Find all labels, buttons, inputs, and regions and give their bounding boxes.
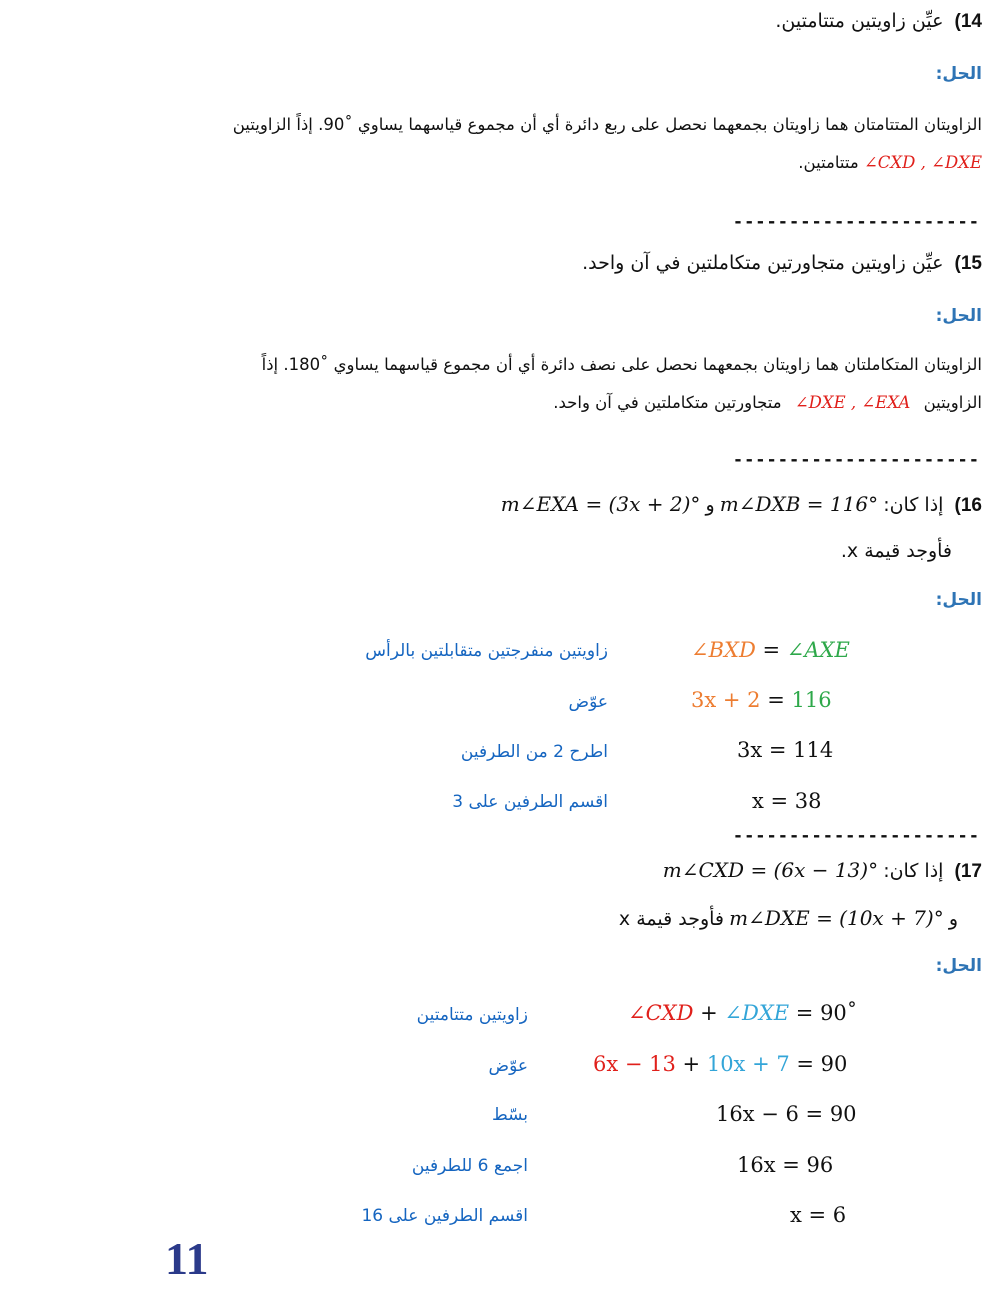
step-comment: عوّض [568,692,608,712]
separator-3: ---------------------- [732,826,980,846]
step-equation: x = 6 [790,1203,847,1227]
if-text: إذا كان: [883,494,944,516]
q17-heading [663,858,982,883]
step-comment: زاويتين متتامتين [416,1005,528,1025]
q14-angles: ∠CXD , ∠DXE [863,153,982,172]
step-equation: 16x = 96 [737,1153,834,1177]
eq-part-a: ∠CXD [628,1001,694,1025]
step-equation [691,688,832,712]
separator-1: ---------------------- [732,212,980,232]
step-comment: زاويتين منفرجتين متقابلتين بالرأس [365,641,608,661]
q14-line2-end: متتامتين. [798,153,859,172]
measure-1: m∠DXB = 116° [719,492,879,516]
q15-angles: ∠DXE , ∠EXA [794,393,911,412]
question-number: 15) [954,253,982,274]
q16-find: فأوجد قيمة x. [840,540,952,562]
step-comment: اجمع 6 للطرفين [411,1156,528,1176]
step-equation: 16x − 6 = 90 [716,1102,857,1126]
question-number: 17) [954,861,982,882]
q14-explanation [22,106,982,182]
q15-solution-label: الحل: [935,306,982,326]
eq-part-b: 10x + 7 [706,1052,790,1076]
step-comment: اقسم الطرفين على 3 [452,792,608,812]
q14-solution-label: الحل: [935,64,982,84]
question-text: عيِّن زاويتين متجاورتين متكاملتين في آن واحد. [582,252,944,274]
eq-rest: = 90˚ [789,1001,858,1025]
q14-heading [775,10,982,33]
q17-solution-label: الحل: [935,956,982,976]
page-number: 11 [165,1233,209,1284]
q15-line2-end: متجاورتين متكاملتين في آن واحد. [553,393,782,412]
eq-rest: = 90 [789,1052,848,1076]
step-equation: x = 38 [752,789,822,813]
measure-2: m∠DXE = (10x + 7)° [729,906,944,930]
q14-line1: الزاويتان المتتامتان هما زاويتان بجمعهما نحصل على ربع دائرة أي أن مجموع قياسهما يساوي ˚90. إذاً الزاويتين [232,115,982,134]
q16-solution-label: الحل: [935,590,982,610]
step-comment: اقسم الطرفين على 16 [361,1206,528,1226]
eq-plus: + [675,1052,707,1076]
step-equation [593,1052,847,1076]
measure-2: m∠EXA = (3x + 2)° [500,492,701,516]
eq-left: 3x + 2 [691,688,761,712]
separator-2: ---------------------- [732,450,980,470]
if-text: إذا كان: [883,860,944,882]
step-comment: عوّض [488,1056,528,1076]
step-equation [691,638,850,662]
and-text: و [948,908,958,930]
q17-heading-line2 [619,906,958,930]
measure-1: m∠CXD = (6x − 13)° [662,858,879,882]
q15-explanation [22,346,982,422]
eq-plus: + [693,1001,725,1025]
eq-part-a: 6x − 13 [593,1052,676,1076]
step-equation [628,1001,857,1025]
q15-line1: الزاويتان المتكاملتان هما زاويتان بجمعهما نحصل على نصف دائرة أي أن مجموع قياسهما يساوي ˚180. إذاً [261,355,982,374]
q16-heading [501,492,982,517]
step-comment: بسّط [491,1105,528,1125]
question-number: 14) [954,11,982,32]
eq-right: 116 [791,688,832,712]
question-number: 16) [954,495,982,516]
and-text: و [705,494,715,516]
q15-line2 [22,384,982,422]
eq-op: = [760,688,792,712]
step-equation: 3x = 114 [737,738,834,762]
q15-line2-start: الزاويتين [923,393,982,412]
question-text: عيِّن زاويتين متتامتين. [775,10,944,32]
q14-line2 [22,144,982,182]
step-comment: اطرح 2 من الطرفين [460,742,608,762]
find-text: فأوجد قيمة x [618,908,725,930]
q15-heading [582,252,982,275]
eq-part-b: ∠DXE [724,1001,790,1025]
eq-right: ∠AXE [786,638,850,662]
eq-left: ∠BXD [691,638,756,662]
eq-op: = [755,638,787,662]
